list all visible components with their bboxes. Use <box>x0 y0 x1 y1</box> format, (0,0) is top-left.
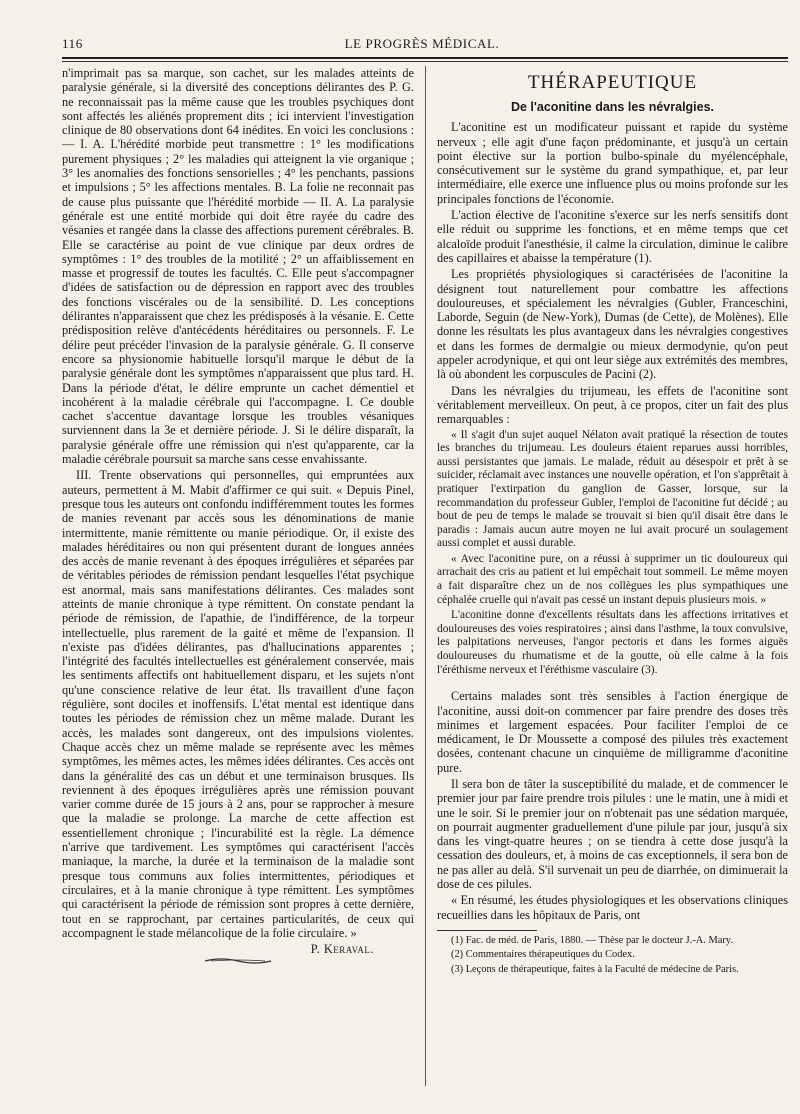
right-paragraph: Certains malades sont très sensibles à l'action énergique de l'aconitine, aussi doit-on commencer par faire prendre des doses très minimes et largement espacées. Pour faciliter l'emploi de ce médicament, le Dr Moussette a composé des pilules très exactement dosées, contenant chacune un cinquième de milligramme d'aconitine pure. <box>437 689 788 775</box>
page-header <box>62 34 782 54</box>
footnote: (1) Fac. de méd. de Paris, 1880. — Thèse par le docteur J.-A. Mary. <box>451 934 733 946</box>
quote-paragraph: « Il s'agit d'un sujet auquel Nélaton avait pratiqué la résection de toutes les branches du trijumeau. Les douleurs étaient reparues aussi horribles, aussi persistantes que jamais. Le malade, réduit au désespoir et prêt à se suicider, réclamait avec instances une nouvelle opération, et l'on s'apprêtait à pratiquer l'extirpation du ganglion de Gasser, lorsque, sur la recommandation du professeur Gubler, l'emploi de l'aconitine fut décidé ; au bout de peu de temps le malade se trouvait si bien qu'il disait être dans le paradis : Jamais aucun autre moyen ne lui avait procuré un soulagement aussi complet et aussi durable. <box>437 428 788 550</box>
article-title: De l'aconitine dans les névralgies. <box>510 100 715 114</box>
right-paragraph: L'aconitine est un modificateur puissant et rapide du système nerveux ; elle agit d'une façon prédominante, et jusqu'à un certain point élective sur la portion bulbo-spinale du myélencéphale, consécutivement sur le système du grand sympathique, et, par leur intermédiaire, elle exerce une influence plus ou moins profonde sur les principales fonctions de l'économie. <box>437 120 788 206</box>
left-paragraph: III. Trente observations qui personnelles, qui empruntées aux auteurs, permettent à M. Mabit d'affirmer ce qui suit. « Depuis Pinel, presque tous les auteurs ont confondu indifféremment toutes les formes de manies revenant par accès sous les dénominations de manie intermittente, manie rémittente ou manie périodique. Or, il existe des malades héréditaires ou non qui présentent durant de longues années des accès de manie revenant à des époques irrégulières et séparées par de véritables périodes de rémission pendant lesquelles l'état psychique est anormal, mais sans manifestations délirantes. Ces malades sont atteints de manie chronique à type rémittent. On constate pendant la période de rémission, de l'apathie, de l'indifférence, de la torpeur intellectuelle, plus rarement de la gaité et même de l'expansion. Il n'existe pas d'idées délirantes, pas d'hallucinations apparentes ; l'intégrité des facultés intellectuelles est généralement conservée, mais les sentiments affectifs ont habituellement disparu, et les sujets n'ont qu'une conscience relative de leur état. Ils travaillent d'une façon régulière, sont dociles et inoffensifs. L'état mental est identique dans toutes les périodes de rémission chez un même malade. Durant les accès, les malades sont dangereux, ont des impulsions violentes. Chaque accès chez un même malade se représente avec les mêmes symptômes, les mêmes actes, les mêmes idées délirantes. Ces accès ont dans la généralité des cas un début et une terminaison brusques. Ils reviennent à des époques irrégulières après une rémission pouvant varier comme durée de 15 jours à 2 ans, pour se rapprocher à mesure que la maladie se prolonge. La marche de cette affection est essentiellement chronique ; l'incurabilité est la règle. La démence n'arrive que tardivement. Les symptômes qui caractérisent l'accès maniaque, la marche, la durée et la terminaison de la maladie sont presque tous communs aux folies intermittentes, périodiques et circulaires, et à la manie chronique à type rémittent. Les symptômes qui caractérisent la période de rémission sont propres à cette dernière, tout en se rapprochant, par certaines particularités, de ceux qui accompagnent le stade mélancolique de la folie circulaire. » <box>62 468 414 940</box>
signature-text: P. Keraval. <box>310 942 374 957</box>
right-paragraph: Les propriétés physiologiques si caractérisées de l'aconitine la désignent tout naturellement pour combattre les affections douloureuses, et spécialement les névralgies (Gubler, Franceschini, Laborde, Seguin (de New-York), Dumas (de Cette), de Molènes). Elle donne les résultats les plus avantageux dans les névralgies congestives et dans les formes de dermalgie ou mieux dermodynie, qu'on peut appeler acrodynique, et qui ont leur siège aux extrémités des membres, là où abondent les corpuscules de Pacini (2). <box>437 267 788 382</box>
right-paragraph: « En résumé, les études physiologiques et les observations cliniques recueillies dans les hôpitaux de Paris, ont <box>437 893 788 922</box>
section-title: THÉRAPEUTIQUE <box>527 72 698 93</box>
page-number: 116 <box>62 36 83 51</box>
footnote: (3) Leçons de thérapeutique, faites à la Faculté de médecine de Paris. <box>451 963 739 975</box>
left-paragraph: n'imprimait pas sa marque, son cachet, sur les malades atteints de paralysie générale, si la diversité des conceptions délirantes des P. G. ne reconnaissait pas la même cause que les troubles psychiques dont sont affectés les aliénés proprement dits ; ici intervient l'investigation clinique de 80 observations dont 64 inédites. En voici les conclusions : — I. A. L'hérédité morbide peut transmettre : 1° les modifications purement physiques ; 2° les maladies qui atteignent la vie organique ; 3° les anomalies des fonctions sensorielles ; 4° les penchants, passions et impulsions ; 5° les affections mentales. B. La folie ne reconnait pas de cause plus puissante que l'hérédité morbide — II. A. La paralysie générale est une entité morbide qui doit être rayée du cadre des vésanies et rangée dans la classe des affections purement cérébrales. B. Elle se caractérise au point de vue clinique par deux ordres de symptômes : 1° des troubles de la motilité ; 2° un affaiblissement en masse et progressif de toutes les facultés. C. Elle peut s'accompagner d'idées de satisfaction ou de dépression en rapport avec des troubles des fonctions viscérales ou de la sensibilité. D. Les conceptions délirantes n'apparaissent que chez les prédisposés à la vésanie. E. Cette prédisposition relève d'antécédents héréditaires ou personnels. F. Le délire peut précéder l'invasion de la paralysie générale. G. Il conserve encore sa physionomie habituelle lorsqu'il marque le début de la paralysie générale dont les symptômes n'apparaissent que plus tard. H. Dans la période d'état, le délire emprunte un cachet démentiel et incohérent à la maladie cérébrale qui l'accompagne. I. Ce double cachet s'accentue davantage lorsque les troubles vésaniques surviennent dans la 3e et dernière période. J. Si le délire disparaît, la paralysie générale offre une rémission qui n'est qu'apparente, car la maladie cérébrale poursuit sa marche sans cesse envahissante. <box>62 66 414 467</box>
right-paragraph: L'action élective de l'aconitine s'exerce sur les nerfs sensitifs dont elle réduit ou supprime les fonctions, et en même temps que cet alcaloïde produit l'anesthésie, il calme la circulation, diminue le calibre des capillaires et abaisse la température (1). <box>437 208 788 265</box>
journal-title: LE PROGRÈS MÉDICAL. <box>344 36 500 51</box>
column-divider <box>425 66 426 1086</box>
footnote-rule <box>437 930 537 931</box>
quote-paragraph: L'aconitine donne d'excellents résultats dans les affections irritatives et douloureuses des voies respiratoires ; ainsi dans l'asthme, la toux convulsive, les palpitations nerveuses, l'angor pectoris et dans les formes aiguës douloureuses du rhumatisme et de la goutte, où elle calme à la fois l'éréthisme nerveux et l'éréthisme vasculaire (3). <box>437 609 788 676</box>
right-paragraph: Dans les névralgies du trijumeau, les effets de l'aconitine sont véritablement merveilleux. On peut, à ce propos, citer un fait des plus remarquables : <box>437 383 788 427</box>
paragraph-gap <box>437 679 788 689</box>
header-rule-thin <box>62 61 788 62</box>
right-paragraph: Il sera bon de tâter la susceptibilité du malade, et de commencer le premier jour par faire prendre trois pilules : une le matin, une à midi et une le soir. Si le premier jour on n'obtenait pas une sédation marquée, on pourrait augmenter graduellement d'une pilule par jour, jusqu'à six dans les vingt-quatre heures ; on se tiendra à cette dose jusqu'à la cessation des douleurs, et, à moins de cas exceptionnels, il sera bon de ne pas aller au delà. S'il survenait un peu de diarrhée, on diminuerait la dose de ces pilules. <box>437 777 788 892</box>
ornament-divider <box>62 954 414 968</box>
ornament-icon <box>203 957 273 965</box>
right-column <box>437 66 788 1086</box>
left-column <box>62 66 414 1081</box>
footnote: (2) Commentaires thérapeutiques du Codex. <box>451 949 635 961</box>
quote-paragraph: « Avec l'aconitine pure, on a réussi à supprimer un tic douloureux qui arrachait des cris au patient et lui empêchait tout sommeil. Le même moyen a fait disparaître chez un de nos collègues les plus sympathiques une céphalée cruelle qui n'avait pas cessé un instant depuis plusieurs mois. » <box>437 552 788 606</box>
header-rule <box>62 57 788 59</box>
